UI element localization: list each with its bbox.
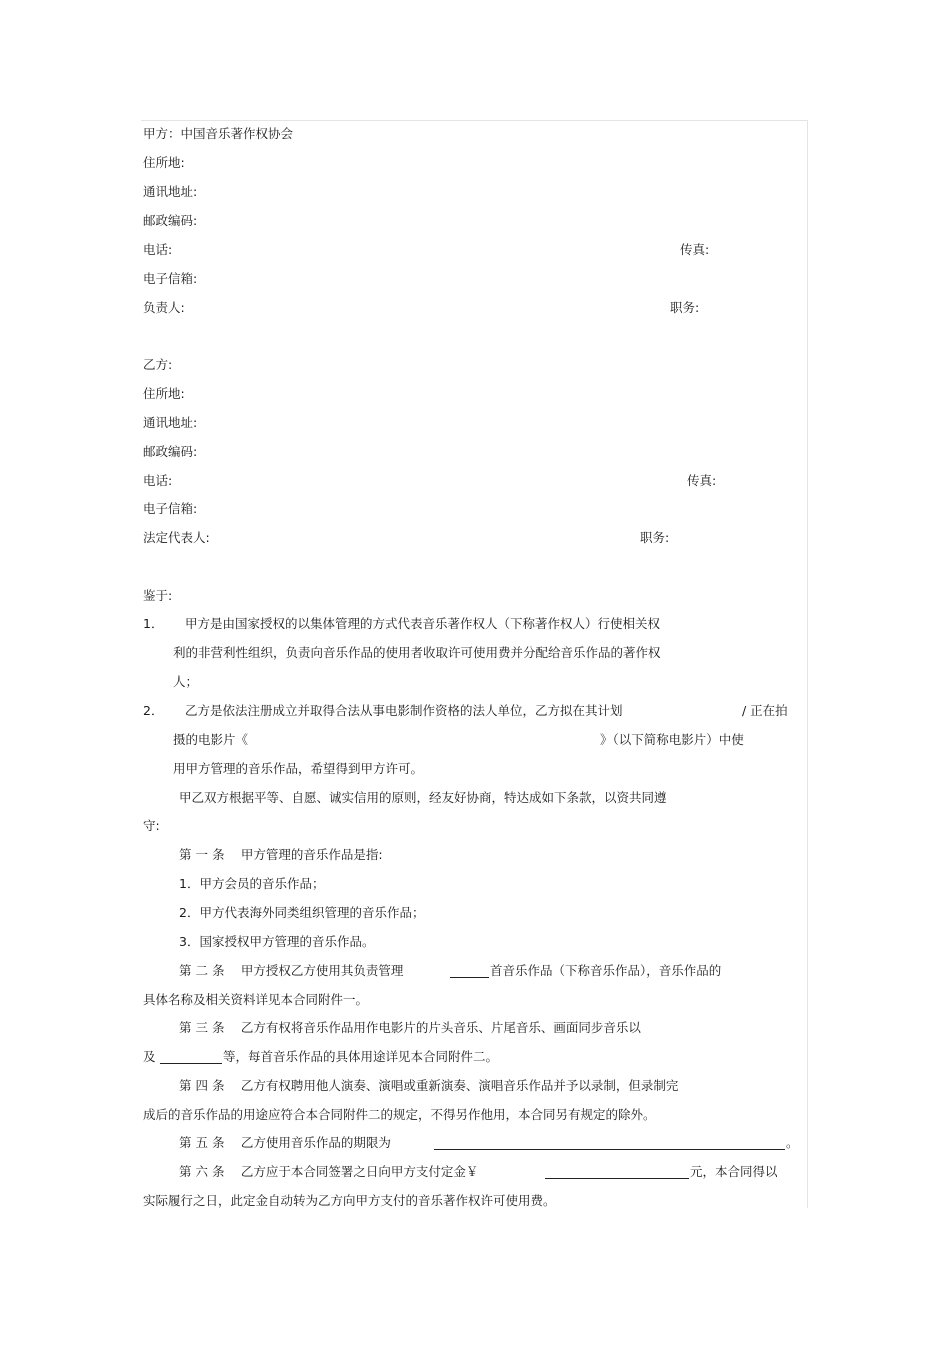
party-b-postcode-label: 邮政编码:: [143, 444, 198, 459]
party-a-postcode-label: 邮政编码:: [143, 213, 198, 228]
article-6-line-1b: 元，本合同得以: [690, 1164, 778, 1179]
article-6-line-1a: 第 六 条 乙方应于本合同签署之日向甲方支付定金￥: [179, 1164, 479, 1179]
party-a-email-label: 电子信箱:: [143, 271, 198, 286]
agreement-line-2: 守:: [143, 818, 160, 833]
party-b-phone-label: 电话:: [143, 473, 173, 488]
article-2-line-1b: 首音乐作品（下称音乐作品），音乐作品的: [490, 963, 722, 978]
article-3-line-1: 第 三 条 乙方有权将音乐作品用作电影片的片头音乐、片尾音乐、画面同步音乐以: [179, 1020, 641, 1035]
article-3-line-2b: 等，每首音乐作品的具体用途详见本合同附件二。: [223, 1049, 499, 1064]
party-b-mail-address-label: 通讯地址:: [143, 415, 198, 430]
recitals-heading: 鉴于:: [143, 588, 173, 603]
recital-2-line-1a: 乙方是依法注册成立并取得合法从事电影制作资格的法人单位，乙方拟在其计划: [185, 703, 623, 718]
article-2-line-1a: 第 二 条 甲方授权乙方使用其负责管理: [179, 963, 404, 978]
recital-2-line-3: 用甲方管理的音乐作品，希望得到甲方许可。: [173, 761, 424, 776]
article-6-blank: [545, 1163, 689, 1181]
article-5-line-a: 第 五 条 乙方使用音乐作品的期限为: [179, 1135, 391, 1150]
party-a-person-label: 负责人:: [143, 300, 185, 315]
article-1-heading: 第 一 条 甲方管理的音乐作品是指:: [179, 847, 383, 862]
article-3-line-2-blank: [160, 1048, 222, 1066]
article-3-line-2a: 及: [143, 1049, 156, 1064]
recital-2-line-2b: 》（以下简称电影片）中使: [600, 732, 744, 747]
article-5-blank: [434, 1134, 785, 1152]
recital-2-number: 2．: [143, 703, 164, 718]
party-a-fax-label: 传真:: [680, 242, 710, 257]
party-a-name: 甲方：中国音乐著作权协会: [143, 126, 294, 141]
party-b-address-label: 住所地:: [143, 386, 185, 401]
recital-1-line-1: 甲方是由国家授权的以集体管理的方式代表音乐著作权人（下称著作权人）行使相关权: [185, 616, 661, 631]
article-4-line-1: 第 四 条 乙方有权聘用他人演奏、演唱或重新演奏、演唱音乐作品并予以录制，但录制完: [179, 1078, 679, 1093]
party-b-name: 乙方:: [143, 357, 173, 372]
party-b-position-label: 职务:: [640, 530, 670, 545]
article-6-line-2: 实际履行之日，此定金自动转为乙方向甲方支付的音乐著作权许可使用费。: [143, 1193, 556, 1208]
recital-1-line-2: 利的非营利性组织，负责向音乐作品的使用者收取许可使用费并分配给音乐作品的著作权: [173, 645, 661, 660]
article-1-item-1: 1．甲方会员的音乐作品；: [179, 876, 325, 891]
party-a-position-label: 职务:: [670, 300, 700, 315]
recital-1-line-3: 人；: [173, 674, 199, 689]
recital-2-line-1b: / 正在拍: [742, 703, 788, 718]
party-b-fax-label: 传真:: [687, 473, 717, 488]
page-frame: [141, 120, 808, 1208]
party-a-mail-address-label: 通讯地址:: [143, 184, 198, 199]
recital-1-number: 1．: [143, 616, 164, 631]
recital-2-line-2a: 摄的电影片《: [173, 732, 249, 747]
article-5-line-b: 。: [786, 1135, 799, 1150]
party-b-email-label: 电子信箱:: [143, 501, 198, 516]
article-1-item-2: 2．甲方代表海外同类组织管理的音乐作品；: [179, 905, 425, 920]
agreement-line-1: 甲乙双方根据平等、自愿、诚实信用的原则，经友好协商，特达成如下条款，以资共同遵: [179, 790, 667, 805]
article-4-line-2: 成后的音乐作品的用途应符合本合同附件二的规定，不得另作他用，本合同另有规定的除外。: [143, 1107, 656, 1122]
article-2-line-1-blank: [450, 962, 489, 980]
party-b-person-label: 法定代表人:: [143, 530, 210, 545]
article-1-item-3: 3．国家授权甲方管理的音乐作品。: [179, 934, 375, 949]
party-a-phone-label: 电话:: [143, 242, 173, 257]
party-a-address-label: 住所地:: [143, 155, 185, 170]
article-2-line-2: 具体名称及相关资料详见本合同附件一。: [143, 992, 369, 1007]
